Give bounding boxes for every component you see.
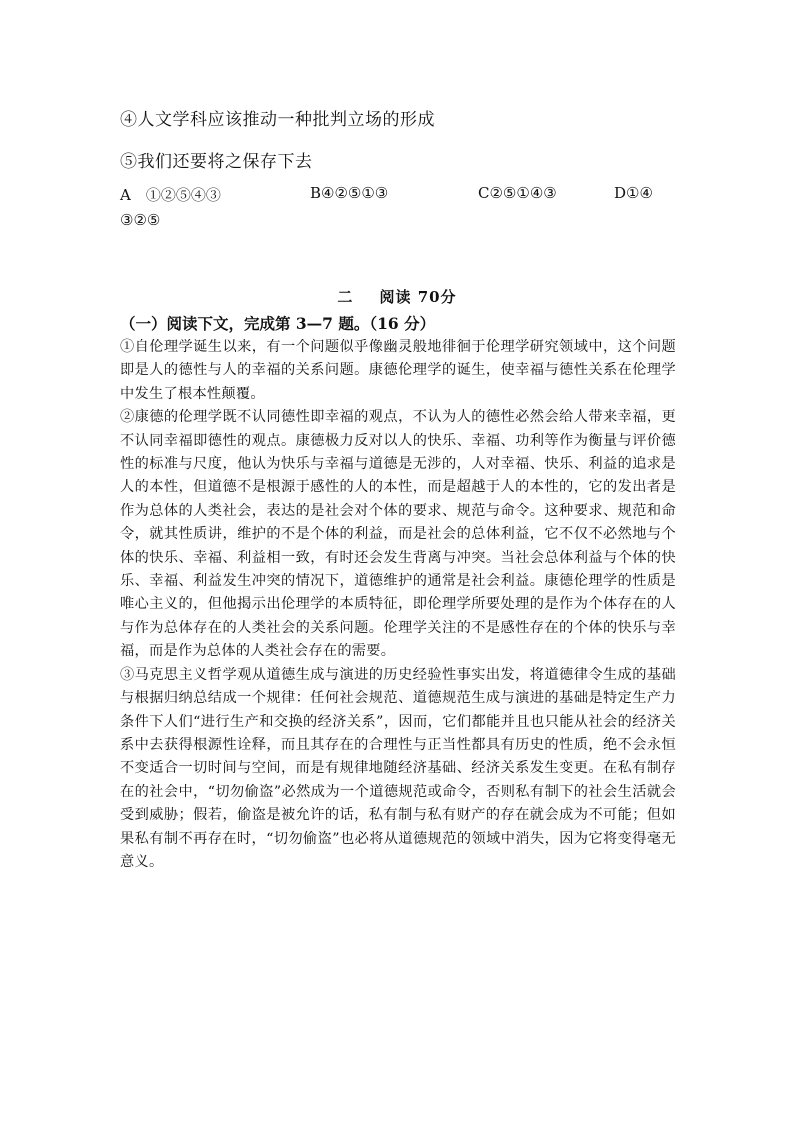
section-name: 阅读 xyxy=(379,288,412,306)
choice-d-line1: D①④ xyxy=(614,184,653,202)
option-item-4: ④人文学科应该推动一种批判立场的形成 xyxy=(120,110,435,130)
section-heading xyxy=(0,286,794,307)
paragraph-3: ③马克思主义哲学观从道德生成与演进的历史经验性事实出发，将道德律令生成的基础与根据归纳总结成一个规律：任何社会规范、道德规范生成与演进的基础是特定生产力条件下人们“进行生产和交换的经济关系”，因而，它们都能并且也只能从社会的经济关系中去获得根源性诠释，而且其存在的合理性与正当性都具有历史的性质，绝不会永恒不变适合一切时间与空间，而是有规律地随经济基础、经济关系发生变更。在私有制存在的社会中，“切勿偷盗”必然成为一个道德规范或命令，否则私有制下的社会生活就会受到威胁；假若，偷盗是被允许的话，私有制与私有财产的存在就会成为不可能；但如果私有制不再存在时，“切勿偷盗”也必将从道德规范的领域中消失，因为它将变得毫无意义。 xyxy=(120,666,676,870)
choice-b: B④②⑤①③ xyxy=(310,184,389,202)
reading-passage xyxy=(120,336,676,874)
choice-d-line2: ③②⑤ xyxy=(120,211,161,229)
section-score: 70分 xyxy=(417,288,457,306)
paragraph-2: ②康德的伦理学既不认同德性即幸福的观点，不认为人的德性必然会给人带来幸福，更不认同幸福即德性的观点。康德极力反对以人的快乐、幸福、功利等作为衡量与评价德性的标准与尺度，他认为快乐与幸福与道德是无涉的，人对幸福、快乐、利益的追求是人的本性，但道德不是根源于感性的人的本性，而是超越于人的本性的，它的发出者是作为总体的人类社会，表达的是社会对个体的要求、规范与命令。这种要求、规范和命令，就其性质讲，维护的不是个体的利益，而是社会的总体利益，它不仅不必然地与个体的快乐、幸福、利益相一致，有时还会发生背离与冲突。当社会总体利益与个体的快乐、幸福、利益发生冲突的情况下，道德维护的通常是社会利益。康德伦理学的性质是唯心主义的，但他揭示出伦理学的本质特征，即伦理学所要处理的是作为个体存在的人与作为总体存在的人类社会的关系问题。伦理学关注的不是感性存在的个体的快乐与幸福，而是作为总体的人类社会存在的需要。 xyxy=(120,409,676,660)
option-item-5: ⑤我们还要将之保存下去 xyxy=(120,152,313,172)
subsection-title: （一）阅读下文，完成第 3—7 题。（16 分） xyxy=(120,314,436,333)
section-number: 二 xyxy=(337,288,354,306)
choice-c: C②⑤①④③ xyxy=(478,184,557,202)
answer-choices xyxy=(120,184,680,234)
choice-a: A ①②⑤④③ xyxy=(120,186,221,204)
paragraph-1: ①自伦理学诞生以来，有一个问题似乎像幽灵般地徘徊于伦理学研究领域中，这个问题即是人的德性与人的幸福的关系问题。康德伦理学的诞生，使幸福与德性关系在伦理学中发生了根本性颠覆。 xyxy=(120,339,676,402)
